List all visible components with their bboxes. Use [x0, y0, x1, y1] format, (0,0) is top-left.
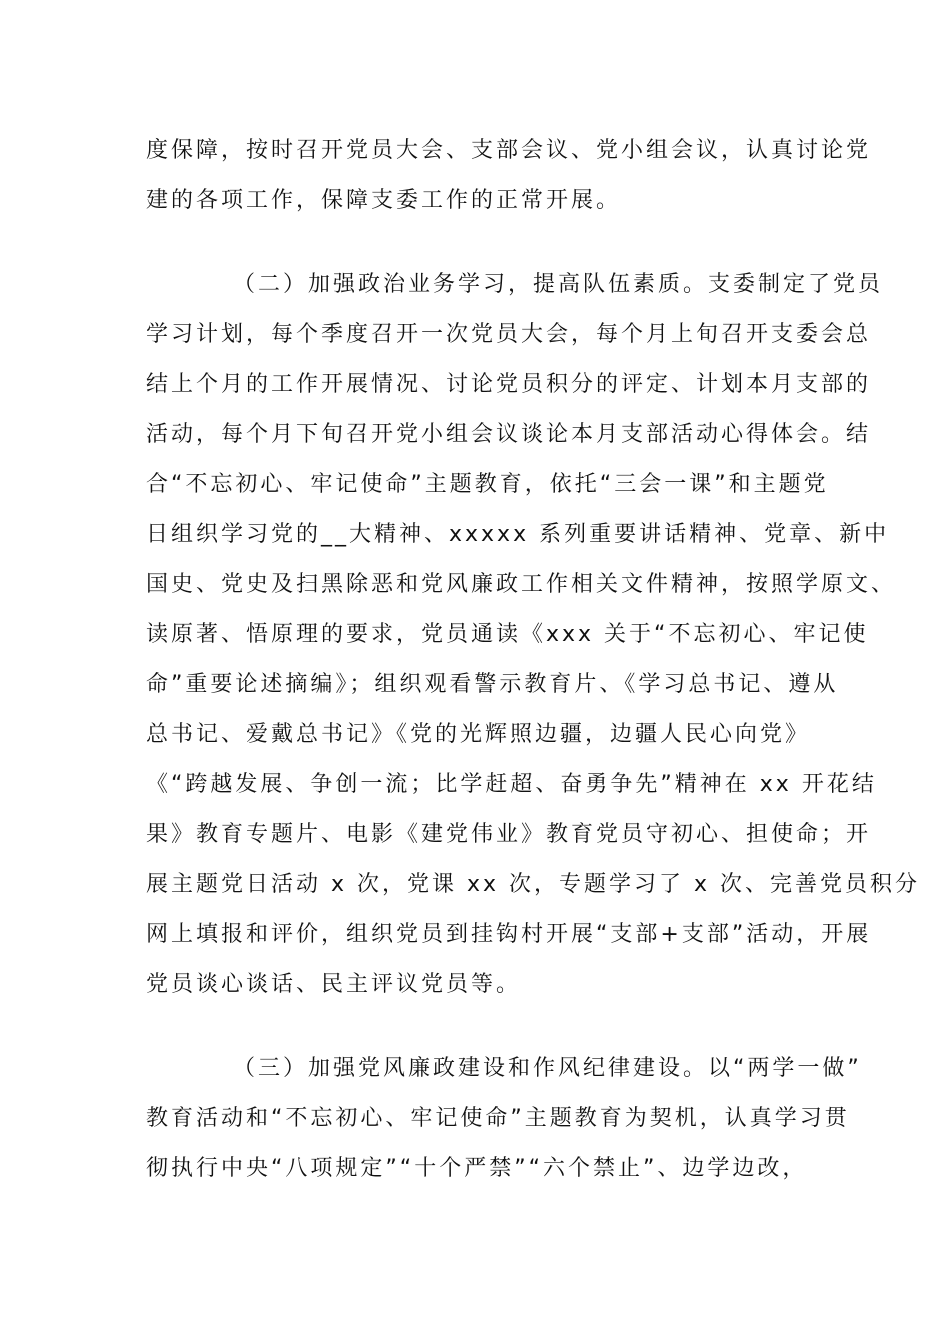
- text-line: 结上个月的工作开展情况、讨论党员积分的评定、计划本月支部的: [146, 372, 872, 397]
- section-heading-line: （三）加强党风廉政建设和作风纪律建设。以“两学一做”: [233, 1056, 862, 1081]
- text-line: 果》教育专题片、电影《建党伟业》教育党员守初心、担使命；开: [146, 822, 872, 847]
- text-line: 读原著、悟原理的要求，党员通读《xxx 关于“不忘初心、牢记使: [146, 622, 869, 647]
- text-line: 日组织学习党的__大精神、xxxxx 系列重要讲话精神、党章、新中: [146, 522, 890, 547]
- text-line: 命”重要论述摘编》；组织观看警示教育片、《学习总书记、遵从: [146, 672, 839, 697]
- text-line: 合“不忘初心、牢记使命”主题教育，依托“三会一课”和主题党: [146, 472, 829, 497]
- text-line: 网上填报和评价，组织党员到挂钩村开展“支部+支部”活动，开展: [146, 922, 872, 947]
- text-line: 活动，每个月下旬召开党小组会议谈论本月支部活动心得体会。结: [146, 422, 872, 447]
- text-line: 教育活动和“不忘初心、牢记使命”主题教育为契机，认真学习贯: [146, 1106, 850, 1131]
- text-line: 度保障，按时召开党员大会、支部会议、党小组会议，认真讨论党: [146, 138, 872, 163]
- text-line: 建的各项工作，保障支委工作的正常开展。: [146, 188, 622, 213]
- text-line: 《“跨越发展、争创一流；比学赶超、奋勇争先”精神在 xx 开花结: [146, 772, 877, 797]
- text-line: 彻执行中央“八项规定”“十个严禁”“六个禁止”、边学边改，: [146, 1156, 808, 1181]
- text-line: 学习计划，每个季度召开一次党员大会，每个月上旬召开支委会总: [146, 322, 872, 347]
- text-line: 国史、党史及扫黑除恶和党风廉政工作相关文件精神，按照学原文、: [146, 572, 897, 597]
- text-line: 总书记、爱戴总书记》《党的光辉照边疆，边疆人民心向党》: [146, 722, 811, 747]
- text-line: 展主题党日活动 x 次，党课 xx 次，专题学习了 x 次、完善党员积分: [146, 872, 921, 897]
- section-heading-line: （二）加强政治业务学习，提高队伍素质。支委制定了党员: [233, 272, 884, 297]
- text-line: 党员谈心谈话、民主评议党员等。: [146, 972, 522, 997]
